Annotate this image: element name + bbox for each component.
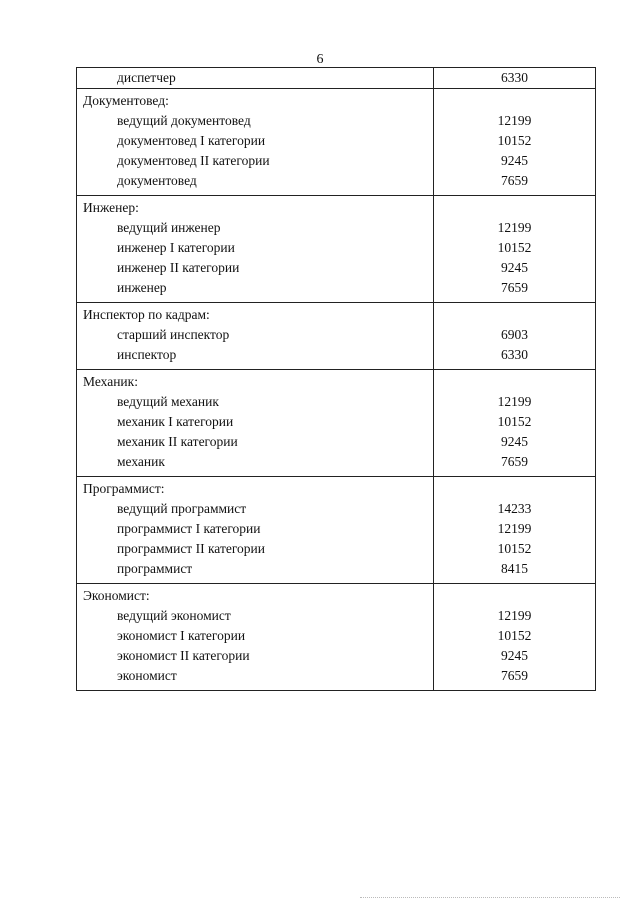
table-row — [77, 68, 596, 89]
salary-value: 10152 — [497, 628, 532, 643]
salary-value: 12199 — [497, 113, 532, 128]
position-name: документовед — [117, 173, 197, 188]
position-cell — [77, 584, 434, 691]
salary-value: 7659 — [501, 280, 528, 295]
salary-table — [76, 67, 596, 691]
position-name: ведущий экономист — [117, 608, 231, 623]
position-name: экономист — [117, 668, 177, 683]
position-name: документовед II категории — [117, 153, 270, 168]
group-title: Экономист: — [83, 588, 150, 603]
position-cell — [77, 68, 434, 89]
group-title: Документовед: — [83, 93, 169, 108]
position-name: инженер I категории — [117, 240, 235, 255]
salary-value: 10152 — [497, 541, 532, 556]
position-name: механик — [117, 454, 165, 469]
position-name: старший инспектор — [117, 327, 230, 342]
group-title: Инспектор по кадрам: — [83, 307, 210, 322]
table-group-row — [77, 584, 596, 691]
page-number: 6 — [316, 52, 324, 67]
group-title: Механик: — [83, 374, 138, 389]
position-name: экономист I категории — [117, 628, 246, 643]
salary-cell — [434, 370, 596, 477]
position-name: документовед I категории — [117, 133, 266, 148]
position-cell — [77, 196, 434, 303]
position-name: инженер — [117, 280, 167, 295]
salary-cell — [434, 89, 596, 196]
table-group-row — [77, 196, 596, 303]
salary-cell — [434, 196, 596, 303]
salary-cell — [434, 303, 596, 370]
position-name: инспектор — [117, 347, 177, 362]
salary-value: 7659 — [501, 173, 528, 188]
scan-artifact-marks — [360, 897, 620, 900]
salary-value: 12199 — [497, 394, 532, 409]
table-group-row — [77, 370, 596, 477]
salary-value: 12199 — [497, 608, 532, 623]
position-name: механик II категории — [117, 434, 238, 449]
salary-value: 12199 — [497, 521, 532, 536]
salary-value: 6330 — [501, 347, 528, 362]
salary-cell — [434, 477, 596, 584]
salary-value: 8415 — [501, 561, 528, 576]
salary-cell — [434, 68, 596, 89]
salary-value: 6903 — [501, 327, 528, 342]
position-name: экономист II категории — [117, 648, 250, 663]
salary-cell — [434, 584, 596, 691]
table-group-row — [77, 89, 596, 196]
position-name: программист — [117, 561, 193, 576]
position-cell — [77, 370, 434, 477]
table-group-row — [77, 303, 596, 370]
position-name: программист I категории — [117, 521, 261, 536]
position-name: инженер II категории — [117, 260, 240, 275]
position-cell — [77, 89, 434, 196]
position-name: ведущий механик — [117, 394, 219, 409]
position-name: программист II категории — [117, 541, 265, 556]
salary-value: 9245 — [501, 260, 528, 275]
salary-value: 9245 — [501, 153, 528, 168]
table-group-row — [77, 477, 596, 584]
salary-value: 10152 — [497, 133, 532, 148]
position-name: ведущий документовед — [117, 113, 251, 128]
group-title: Программист: — [83, 481, 165, 496]
position-name: ведущий инженер — [117, 220, 221, 235]
salary-value: 10152 — [497, 240, 532, 255]
salary-value: 7659 — [501, 454, 528, 469]
salary-value: 9245 — [501, 648, 528, 663]
salary-value: 12199 — [497, 220, 532, 235]
salary-value: 6330 — [501, 70, 528, 85]
salary-value: 14233 — [497, 501, 532, 516]
salary-value: 9245 — [501, 434, 528, 449]
position-name: ведущий программист — [117, 501, 247, 516]
group-title: Инженер: — [83, 200, 139, 215]
position-name: диспетчер — [117, 70, 176, 85]
salary-value: 10152 — [497, 414, 532, 429]
salary-value: 7659 — [501, 668, 528, 683]
position-cell — [77, 303, 434, 370]
position-cell — [77, 477, 434, 584]
position-name: механик I категории — [117, 414, 234, 429]
